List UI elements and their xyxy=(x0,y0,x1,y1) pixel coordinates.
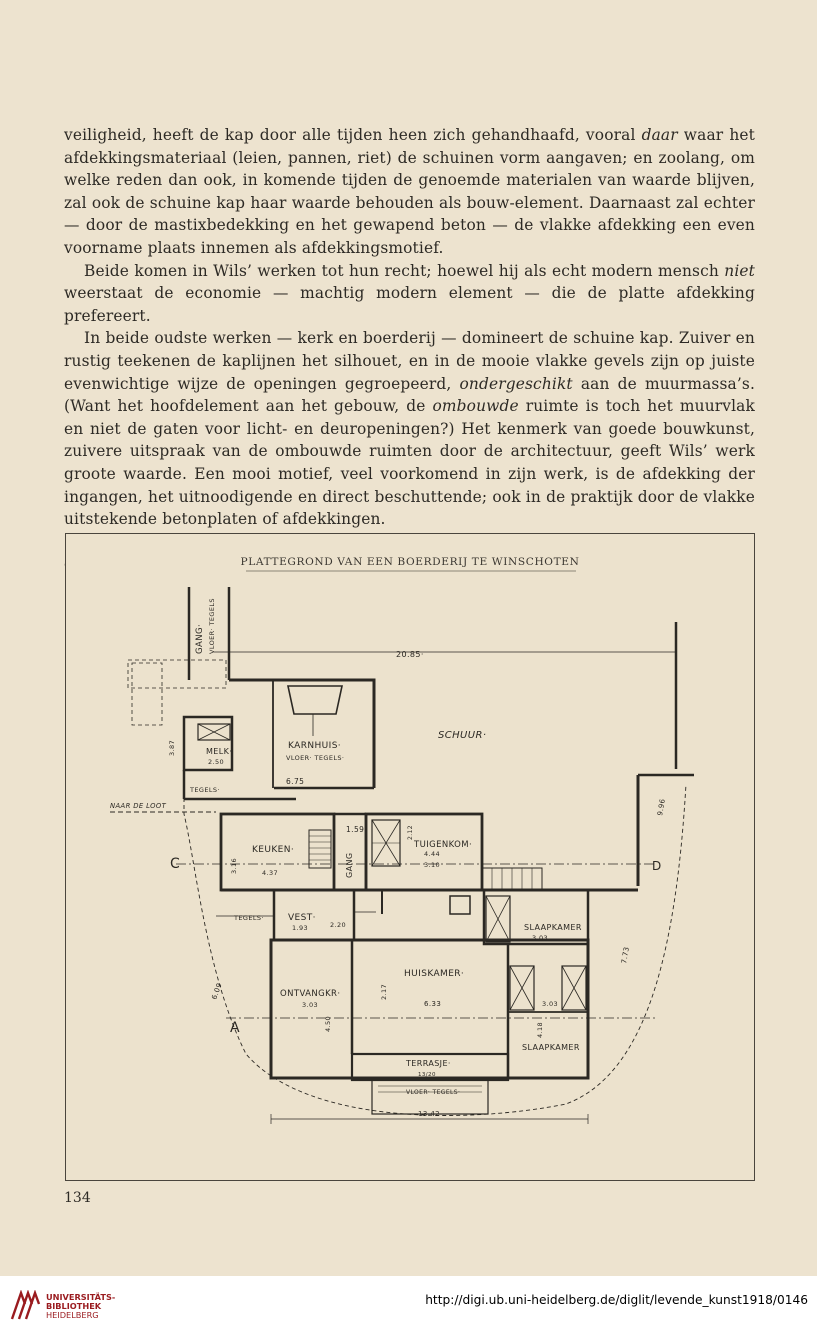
library-name xyxy=(46,1293,115,1320)
label-section-d: D xyxy=(652,859,662,873)
label-naar-de-loot: NAAR DE LOOT xyxy=(110,802,167,810)
label-melk: MELK· xyxy=(206,747,233,756)
label-slaapkamer-1-dim: 3.03 xyxy=(532,934,549,942)
label-gang-mid: GANG xyxy=(345,852,354,878)
label-dim-right: 9.96 xyxy=(656,798,667,817)
label-karnhuis-sub: VLOER· TEGELS· xyxy=(286,754,345,762)
italic-run: daar xyxy=(641,126,678,144)
label-tuigenkom-dim3: 2.12 xyxy=(407,825,414,840)
label-gang-top-sub: VLOER· TEGELS xyxy=(208,598,216,654)
label-vest: VEST· xyxy=(288,913,316,923)
italic-run: ombouwde xyxy=(432,397,519,416)
italic-run: ondergeschikt xyxy=(459,374,573,393)
label-vest-dim: 1.93 xyxy=(292,924,309,932)
label-section-a: A xyxy=(230,1020,240,1036)
text-run: waar het afdekkingsmateriaal (leien, pannen, riet) de schuinen vorm aangaven; en zoolang, om welke reden dan ook, in komende tijden de genoemde materialen van waarde blijven, zal ook de schuine kap haar waarde behouden als bouw-element. Daarnaast zal echter — door de mastixbedekking en het gewapend beton — de vlakke afdekking een even voorname plaats innemen als afdekkingsmotief. xyxy=(64,126,755,257)
library-name-line1: UNIVERSITÄTS- xyxy=(46,1292,116,1302)
label-slaapkamer-2: SLAAPKAMER xyxy=(522,1043,580,1052)
source-url-link[interactable]: http://digi.ub.uni-heidelberg.de/diglit/levende_kunst1918/0146 xyxy=(425,1293,808,1307)
living-block xyxy=(271,940,588,1078)
label-dim-left: 6.09 xyxy=(210,981,224,1001)
library-name-line2: BIBLIOTHEK xyxy=(46,1301,102,1311)
label-dim-159: 1.59 xyxy=(346,825,365,834)
label-keuken: KEUKEN· xyxy=(252,845,295,855)
label-dim-left2: 3.87 xyxy=(168,739,176,756)
karnhuis-hearth xyxy=(288,686,342,714)
label-section-c: C xyxy=(170,856,181,872)
text-run: ruimte is toch het muurvlak en niet de gaten voor licht- en deuropeningen?) Het kenmerk van goede bouwkunst, zuivere uitspraak van de ombouwde ruimten door de architectuur, geeft Wils’ werk groote waarde. Een mooi motief, veel voorkomend in zijn werk, is de afdekking der ingangen, het uitnoodigende en direct beschuttende; ook in de praktijk door de vlakke uitstekende betonplaten of afdekkingen. xyxy=(64,397,755,529)
text-run: Beide komen in Wils’ werken tot hun recht; hoewel hij als echt modern mensch xyxy=(84,261,725,280)
label-keuken-dim1: 4.37 xyxy=(262,869,279,877)
text-run: aan de muurmassa’s. (Want het hoofdelement aan het gebouw, de xyxy=(64,374,755,416)
page-number: 134 xyxy=(64,1190,91,1206)
floor-plan-drawing xyxy=(66,534,754,1180)
label-huiskamer: HUISKAMER· xyxy=(404,969,465,979)
label-slaapkamer-2-dim2: 4.18 xyxy=(536,1021,544,1038)
plate-title: PLATTEGROND VAN EEN BOERDERIJ TE WINSCHOTEN xyxy=(240,556,580,568)
paragraph-1 xyxy=(64,124,755,260)
label-slaapkamer-2-dim1: 3.03 xyxy=(542,1000,559,1008)
label-dim-total-bottom: 13.42 xyxy=(418,1110,441,1118)
label-gang-top: GANG· xyxy=(195,623,205,654)
label-tuigenkom-dim1: 4.44 xyxy=(424,850,441,858)
label-karnhuis-dim: 6.75 xyxy=(286,777,305,786)
label-huiskamer-dim1: 6.33 xyxy=(424,1000,442,1008)
text-run: weerstaat de economie — machtig modern element — die de platte afdekking prefereert. xyxy=(64,284,755,325)
label-dim-right2: 7.73 xyxy=(620,946,631,965)
label-terrasje: TERRASJE· xyxy=(406,1059,451,1068)
label-slaapkamer-1: SLAAPKAMER xyxy=(524,923,582,932)
label-keuken-dim2: 3.16 xyxy=(230,857,238,874)
dashed-outline-1 xyxy=(128,660,226,688)
italic-run: niet xyxy=(724,261,755,280)
library-name-line3: HEIDELBERG xyxy=(46,1310,99,1320)
library-logo-icon xyxy=(9,1290,41,1322)
text-run: veiligheid, heeft de kap door alle tijden heen zich gehandhaafd, vooral xyxy=(64,126,642,144)
paragraph-3 xyxy=(64,327,755,530)
label-tegels-vest: TEGELS· xyxy=(234,914,264,922)
dashed-outline-2 xyxy=(132,663,162,725)
label-dim-220: 2.20 xyxy=(330,921,347,929)
terrasje-steps xyxy=(372,1080,488,1114)
label-ontvangkr-dim2: 4.50 xyxy=(324,1015,332,1032)
label-ontvangkr-dim1: 3.03 xyxy=(302,1001,319,1009)
label-terrasje-sub: VLOER· TEGELS· xyxy=(406,1089,461,1096)
label-ontvangkr: ONTVANGKR· xyxy=(280,989,341,999)
label-huiskamer-dim2: 2.17 xyxy=(380,983,388,1000)
footer-bar xyxy=(0,1276,817,1338)
label-tuigenkom-dim2: 3.10 xyxy=(424,861,441,869)
label-schuur: SCHUUR· xyxy=(438,730,487,741)
karnhuis-wall xyxy=(229,680,374,788)
body-text xyxy=(64,124,755,576)
label-tegels-left: TEGELS· xyxy=(190,786,220,794)
label-melk-dim: 2.50 xyxy=(208,758,225,766)
label-karnhuis: KARNHUIS· xyxy=(288,741,342,751)
label-dim-total-top: 20.85· xyxy=(396,650,424,659)
text-run: In beide oudste werken — kerk en boerderij — domineert de schuine kap. Zuiver en rustig teekenen de kaplijnen het silhouet, en in de mooie vlakke gevels zijn op juiste evenwichtige wijze de openingen gegroepeerd, xyxy=(64,329,755,393)
label-terrasje-dim: 13/20 xyxy=(418,1072,436,1078)
paragraph-2 xyxy=(64,260,755,328)
label-tuigenkom: TUIGENKOM· xyxy=(414,840,473,850)
floor-plan-plate xyxy=(65,533,755,1181)
